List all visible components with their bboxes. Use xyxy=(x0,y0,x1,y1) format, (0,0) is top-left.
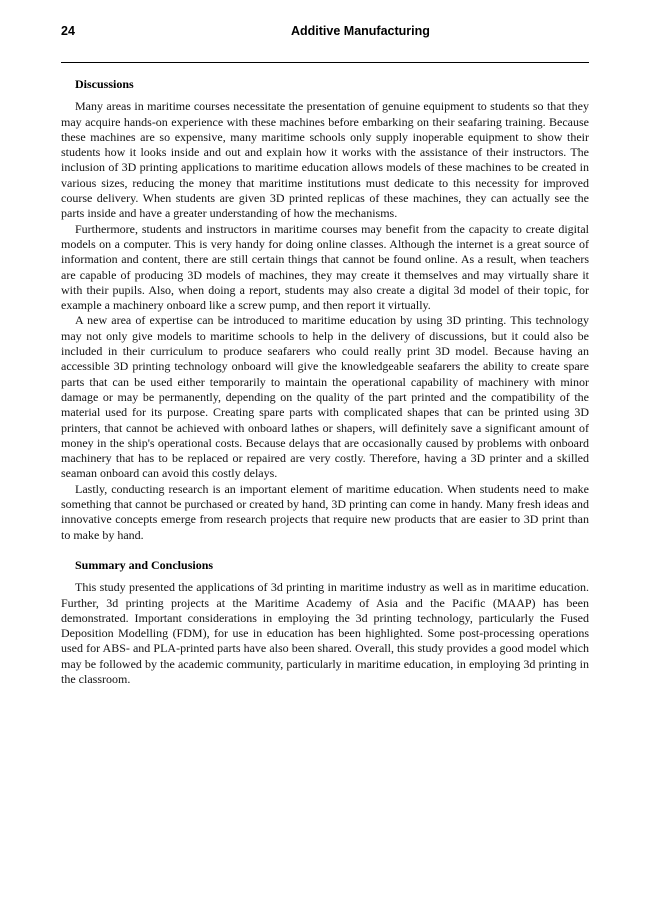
paragraph: Lastly, conducting research is an important element of maritime education. When students need to make something that cannot be purchased or created by hand, 3D printing can come in handy. Many fresh ideas and innovative concepts emerge from research projects that require new products that are easier to 3D print than to make by hand. xyxy=(61,481,589,542)
header-rule xyxy=(61,62,589,63)
running-title: Additive Manufacturing xyxy=(291,24,430,38)
paragraph: A new area of expertise can be introduced to maritime education by using 3D printing. This technology may not only give models to maritime schools to help in the delivery of discussions, but it could also be included in their curriculum to produce seafarers who could really print 3D model. Because having an accessible 3D printing technology onboard will give the knowledgeable seafarers the ability to create spare parts that can be used either temporarily to maintain the operational capability of machinery with minor damage or may be permanently, depending on the quality of the part printed and the compatibility of the material used for its purpose. Creating spare parts with complicated shapes that can be printed using 3D printers, that cannot be achieved with onboard lathes or shapers, will definitely save a significant amount of money in the ship's operational costs. Because delays that are occasionally caused by problems with onboard machinery that has to be replaced or repaired are very costly. Therefore, having a 3D printer and a skilled seaman onboard can avoid this costly delays. xyxy=(61,313,589,481)
paragraph: This study presented the applications of 3d printing in maritime industry as well as in maritime education. Further, 3d printing projects at the Maritime Academy of Asia and the Pacific (MAAP) has been demonstrated. Important considerations in employing the 3d printing technology, particularly the Fused Deposition Modelling (FDM), for use in education has been highlighted. Some post-processing operations used for ABS- and PLA-printed parts have also been shared. Overall, this study provides a good model which may be followed by the academic community, particularly in maritime education, in employing 3d printing in the classroom. xyxy=(61,580,589,686)
body-text xyxy=(61,77,589,687)
page-number: 24 xyxy=(61,24,75,38)
paragraph: Furthermore, students and instructors in maritime courses may benefit from the capacity to create digital models on a computer. This is very handy for doing online classes. Although the internet is a great source of information and content, there are still certain things that cannot be found online. As a result, when teachers are capable of producing 3D models of machines, they may create it themselves and may virtually share it with their pupils. Also, when doing a report, students may also create a digital 3d model of their topic, for example a machinery onboard like a screw pump, and then report it virtually. xyxy=(61,221,589,313)
discussions-section xyxy=(61,77,589,543)
paragraph: Many areas in maritime courses necessitate the presentation of genuine equipment to students so that they may acquire hands-on experience with these machines before embarking on their seafaring training. Because these machines are so expensive, many maritime schools only supply inoperable equipment to show their students how it looks inside and out and explain how it works with the assistance of their instructors. The inclusion of 3D printing applications to maritime education allows models of these machines to be created in various sizes, reducing the money that maritime institutions must dedicate to this necessity for improved course delivery. When students are given 3D printed replicas of these machines, they can actually see the parts inside and have a greater understanding of how the mechanisms. xyxy=(61,99,589,221)
section-heading-summary: Summary and Conclusions xyxy=(75,557,214,572)
summary-section xyxy=(61,558,589,687)
section-heading-discussions: Discussions xyxy=(75,77,134,91)
running-header xyxy=(61,24,589,44)
